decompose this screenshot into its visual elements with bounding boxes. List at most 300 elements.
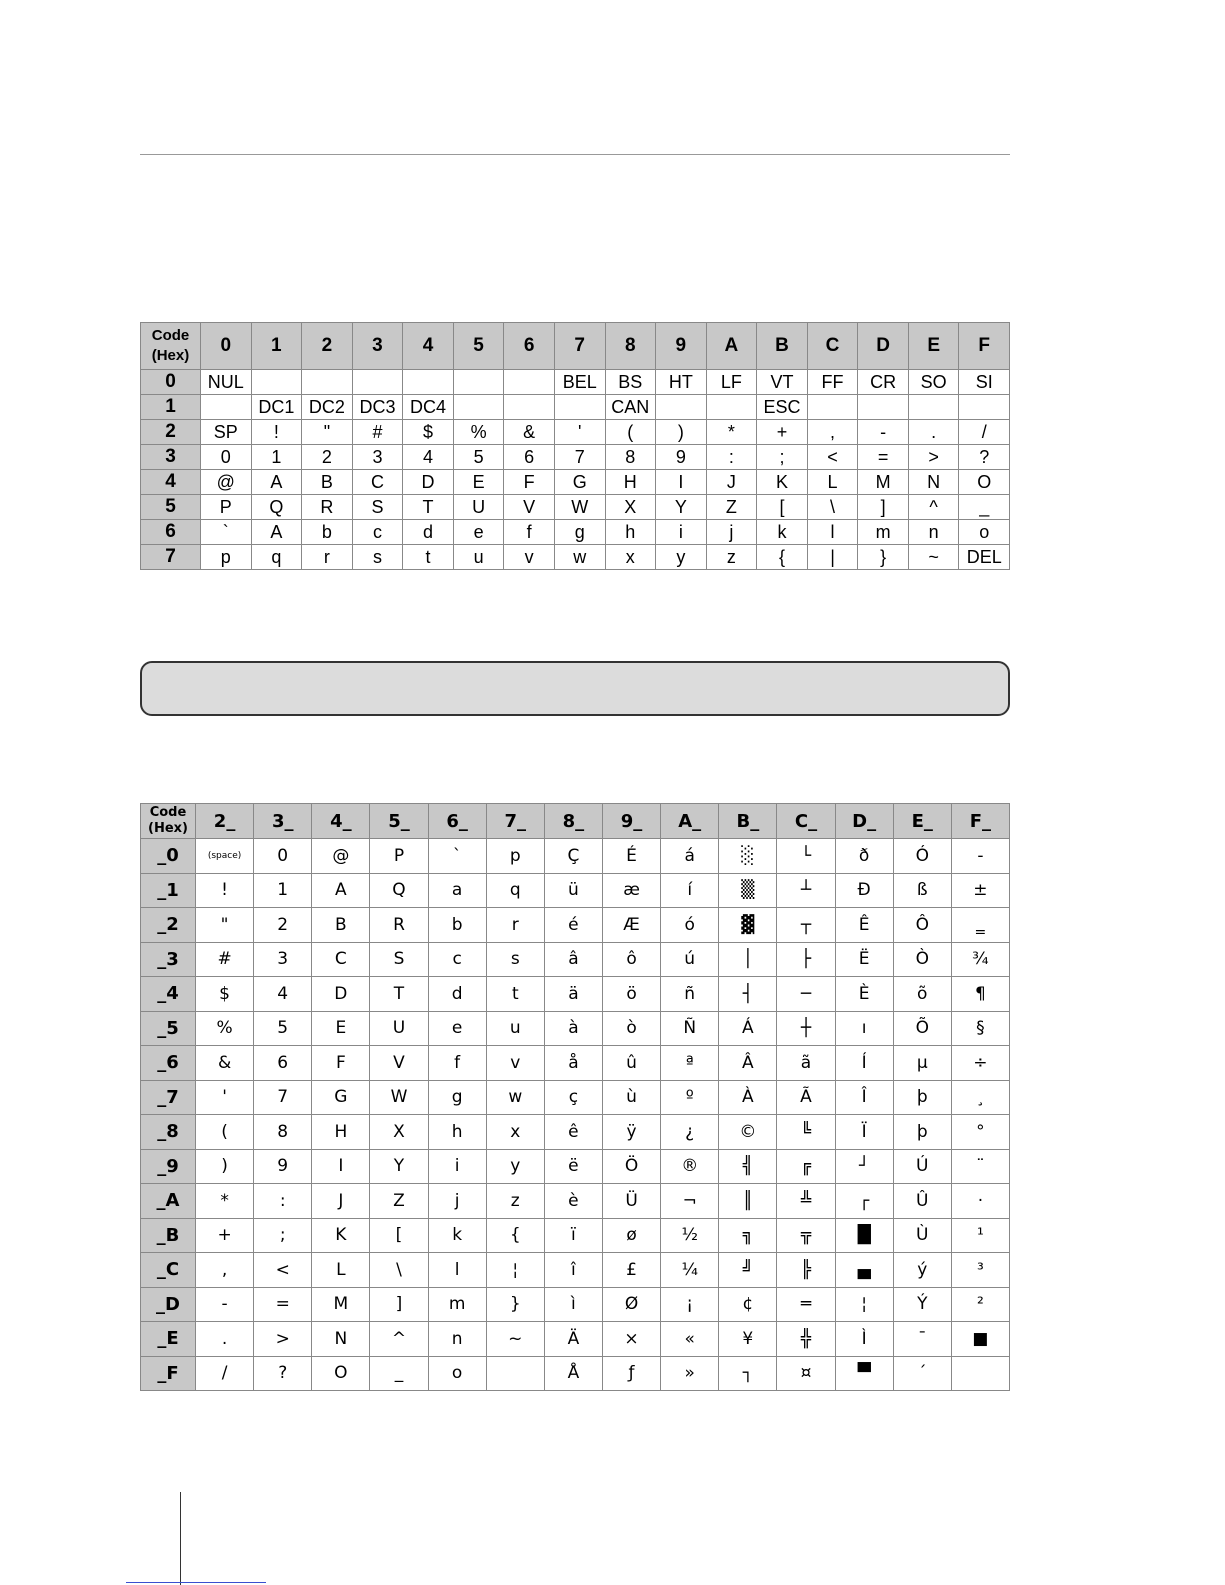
table-cell: d [428, 977, 486, 1012]
table-cell: ¨ [951, 1149, 1009, 1184]
table-cell [504, 370, 555, 395]
table-cell: { [486, 1218, 544, 1253]
table-cell: ¶ [951, 977, 1009, 1012]
table-cell: Ú [893, 1149, 951, 1184]
table-cell: Ë [835, 942, 893, 977]
table-cell: E [453, 470, 504, 495]
table-cell: i [656, 520, 707, 545]
row-header: _F [141, 1356, 196, 1391]
table-cell: ¤ [777, 1356, 835, 1391]
row-header: 0 [141, 370, 201, 395]
table-cell: n [908, 520, 959, 545]
table-cell: 1 [254, 873, 312, 908]
table-cell: A [251, 520, 302, 545]
table-cell [959, 395, 1010, 420]
table-cell: F [312, 1046, 370, 1081]
table-cell [504, 395, 555, 420]
table-cell: Y [370, 1149, 428, 1184]
row-header: _A [141, 1184, 196, 1219]
table-cell: Ö [602, 1149, 660, 1184]
table-cell [302, 370, 353, 395]
table-cell: ╚ [777, 1115, 835, 1150]
table-cell: Í [835, 1046, 893, 1081]
table-cell: õ [893, 977, 951, 1012]
table-cell: / [196, 1356, 254, 1391]
table-cell: ╔ [777, 1149, 835, 1184]
table-cell: I [312, 1149, 370, 1184]
table-cell: D [312, 977, 370, 1012]
table-cell [858, 395, 909, 420]
table-cell: è [544, 1184, 602, 1219]
table-cell: ' [196, 1080, 254, 1115]
table-cell: å [544, 1046, 602, 1081]
table-cell: y [486, 1149, 544, 1184]
table-cell: J [312, 1184, 370, 1219]
table-cell: . [908, 420, 959, 445]
table-cell: = [254, 1287, 312, 1322]
table-cell: L [312, 1253, 370, 1288]
table-cell: ╗ [719, 1218, 777, 1253]
extended-table-body [141, 839, 1010, 1391]
table-cell: > [908, 445, 959, 470]
table-cell: T [403, 495, 454, 520]
column-header: F [959, 323, 1010, 370]
table-cell: ª [661, 1046, 719, 1081]
table-cell: DC4 [403, 395, 454, 420]
column-header: 6 [504, 323, 555, 370]
table-cell: : [254, 1184, 312, 1219]
table-cell: ¿ [661, 1115, 719, 1150]
table-cell: - [951, 839, 1009, 874]
table-cell: , [196, 1253, 254, 1288]
row-header: 4 [141, 470, 201, 495]
table-cell: V [370, 1046, 428, 1081]
table-cell [951, 1356, 1009, 1391]
table-cell: C [352, 470, 403, 495]
row-header: _E [141, 1322, 196, 1357]
table-cell: ` [201, 520, 252, 545]
column-header: 1 [251, 323, 302, 370]
table-cell: ? [959, 445, 1010, 470]
table-cell: ; [254, 1218, 312, 1253]
table-row [141, 420, 1010, 445]
row-header: 3 [141, 445, 201, 470]
code-hex-corner-header: Code (Hex) [141, 323, 201, 370]
table-cell: º [661, 1080, 719, 1115]
table-cell: P [201, 495, 252, 520]
table-cell: ESC [757, 395, 808, 420]
table-cell: § [951, 1011, 1009, 1046]
table-cell: ¬ [661, 1184, 719, 1219]
table-cell: CAN [605, 395, 656, 420]
table-cell: / [959, 420, 1010, 445]
table-row [141, 1218, 1010, 1253]
row-header: _B [141, 1218, 196, 1253]
table-cell: & [504, 420, 555, 445]
table-cell: j [706, 520, 757, 545]
table-cell: s [486, 942, 544, 977]
table-cell: ┘ [835, 1149, 893, 1184]
table-cell: Ó [893, 839, 951, 874]
table-cell: M [312, 1287, 370, 1322]
column-header: D_ [835, 804, 893, 839]
table-cell: ± [951, 873, 1009, 908]
table-cell: ¦ [486, 1253, 544, 1288]
table-cell: 7 [554, 445, 605, 470]
table-cell: ı [835, 1011, 893, 1046]
table-cell: G [554, 470, 605, 495]
row-header: _0 [141, 839, 196, 874]
table-cell: Á [719, 1011, 777, 1046]
table-cell: S [352, 495, 403, 520]
table-cell: ~ [486, 1322, 544, 1357]
table-cell: Ñ [661, 1011, 719, 1046]
table-cell: ð [835, 839, 893, 874]
table-cell: ó [661, 908, 719, 943]
table-cell: c [352, 520, 403, 545]
table-cell: N [908, 470, 959, 495]
column-header: 4 [403, 323, 454, 370]
table-cell: Ø [602, 1287, 660, 1322]
column-header: 7 [554, 323, 605, 370]
table-cell: í [661, 873, 719, 908]
table-cell: DEL [959, 545, 1010, 570]
table-cell: y [656, 545, 707, 570]
table-row [141, 873, 1010, 908]
table-cell: · [951, 1184, 1009, 1219]
table-cell: @ [201, 470, 252, 495]
table-cell: Q [251, 495, 302, 520]
table-cell: Ã [777, 1080, 835, 1115]
column-header: 3 [352, 323, 403, 370]
table-cell: ß [893, 873, 951, 908]
table-cell: Ç [544, 839, 602, 874]
row-header: _8 [141, 1115, 196, 1150]
table-cell: \ [370, 1253, 428, 1288]
table-cell: Y [656, 495, 707, 520]
column-header: E [908, 323, 959, 370]
table-cell: SP [201, 420, 252, 445]
table-row [141, 839, 1010, 874]
table-cell: ú [661, 942, 719, 977]
table-cell: ý [893, 1253, 951, 1288]
table-cell [554, 395, 605, 420]
table-row [141, 1080, 1010, 1115]
table-cell: ═ [777, 1287, 835, 1322]
table-cell: Â [719, 1046, 777, 1081]
footer-vertical-line [180, 1492, 181, 1585]
column-header: 9 [656, 323, 707, 370]
table-cell: s [352, 545, 403, 570]
table-cell: ] [858, 495, 909, 520]
footer-underline [126, 1582, 266, 1583]
table-cell: n [428, 1322, 486, 1357]
table-cell [807, 395, 858, 420]
table-cell: þ [893, 1115, 951, 1150]
table-cell: (space) [196, 839, 254, 874]
table-cell: ╠ [777, 1253, 835, 1288]
table-cell: B [302, 470, 353, 495]
table-cell: # [352, 420, 403, 445]
table-cell: 5 [453, 445, 504, 470]
table-cell: 1 [251, 445, 302, 470]
table-cell: ò [602, 1011, 660, 1046]
table-cell: ^ [908, 495, 959, 520]
table-cell: | [807, 545, 858, 570]
ascii-header-row [141, 323, 1010, 370]
table-cell: m [428, 1287, 486, 1322]
table-cell: M [858, 470, 909, 495]
column-header: 0 [201, 323, 252, 370]
table-cell: CR [858, 370, 909, 395]
table-cell: % [196, 1011, 254, 1046]
table-cell: V [504, 495, 555, 520]
table-cell: ! [251, 420, 302, 445]
table-cell: ² [951, 1287, 1009, 1322]
table-cell: 8 [605, 445, 656, 470]
table-cell: W [370, 1080, 428, 1115]
table-cell: Ì [835, 1322, 893, 1357]
table-cell: Ò [893, 942, 951, 977]
column-header: 7_ [486, 804, 544, 839]
table-cell: LF [706, 370, 757, 395]
table-cell: * [196, 1184, 254, 1219]
table-cell: 0 [254, 839, 312, 874]
table-cell: © [719, 1115, 777, 1150]
table-cell: { [757, 545, 808, 570]
table-cell: [ [757, 495, 808, 520]
table-cell: R [302, 495, 353, 520]
table-cell: u [486, 1011, 544, 1046]
table-cell: U [370, 1011, 428, 1046]
table-cell: o [959, 520, 1010, 545]
table-cell: Õ [893, 1011, 951, 1046]
table-cell: á [661, 839, 719, 874]
table-cell: ▒ [719, 873, 777, 908]
table-cell: > [254, 1322, 312, 1357]
table-cell: 6 [504, 445, 555, 470]
table-cell: Æ [602, 908, 660, 943]
table-cell: } [858, 545, 909, 570]
table-cell: ñ [661, 977, 719, 1012]
table-cell: , [807, 420, 858, 445]
column-header: 8 [605, 323, 656, 370]
table-cell: » [661, 1356, 719, 1391]
table-cell [201, 395, 252, 420]
table-cell: A [251, 470, 302, 495]
column-header: 5_ [370, 804, 428, 839]
column-header: B_ [719, 804, 777, 839]
table-row [141, 977, 1010, 1012]
column-header: A [706, 323, 757, 370]
table-cell: H [312, 1115, 370, 1150]
table-cell: ( [196, 1115, 254, 1150]
table-cell: ■ [951, 1322, 1009, 1357]
table-cell: ╣ [719, 1149, 777, 1184]
table-cell: SI [959, 370, 1010, 395]
table-cell: H [605, 470, 656, 495]
table-cell: ¯ [893, 1322, 951, 1357]
table-cell: r [302, 545, 353, 570]
table-cell: b [428, 908, 486, 943]
table-cell: ç [544, 1080, 602, 1115]
table-cell: û [602, 1046, 660, 1081]
table-cell: ` [428, 839, 486, 874]
table-cell: $ [403, 420, 454, 445]
table-row [141, 395, 1010, 420]
table-row [141, 1149, 1010, 1184]
table-row [141, 495, 1010, 520]
table-cell: ├ [777, 942, 835, 977]
table-cell: ¸ [951, 1080, 1009, 1115]
section-banner [140, 661, 1010, 716]
table-cell: p [201, 545, 252, 570]
table-cell: \ [807, 495, 858, 520]
table-cell: f [428, 1046, 486, 1081]
table-cell: T [370, 977, 428, 1012]
table-cell: ^ [370, 1322, 428, 1357]
table-cell: æ [602, 873, 660, 908]
column-header: 8_ [544, 804, 602, 839]
table-cell: ┼ [777, 1011, 835, 1046]
table-cell: ‗ [951, 908, 1009, 943]
table-cell: ' [554, 420, 605, 445]
table-cell: ╦ [777, 1218, 835, 1253]
table-row [141, 908, 1010, 943]
table-cell: î [544, 1253, 602, 1288]
row-header: _5 [141, 1011, 196, 1046]
table-cell: NUL [201, 370, 252, 395]
table-cell [486, 1356, 544, 1391]
table-cell: Ä [544, 1322, 602, 1357]
table-cell: i [428, 1149, 486, 1184]
table-row [141, 1046, 1010, 1081]
table-cell: X [370, 1115, 428, 1150]
row-header: _1 [141, 873, 196, 908]
table-cell: ¹ [951, 1218, 1009, 1253]
table-cell: £ [602, 1253, 660, 1288]
table-cell: ┴ [777, 873, 835, 908]
table-cell: └ [777, 839, 835, 874]
ascii-table-body [141, 370, 1010, 570]
table-cell: w [486, 1080, 544, 1115]
column-header: B [757, 323, 808, 370]
table-cell: ┌ [835, 1184, 893, 1219]
table-cell: ê [544, 1115, 602, 1150]
table-cell: Q [370, 873, 428, 908]
table-cell: ▀ [835, 1356, 893, 1391]
table-cell: x [605, 545, 656, 570]
table-cell: Ü [602, 1184, 660, 1219]
table-cell: ? [254, 1356, 312, 1391]
table-cell: Å [544, 1356, 602, 1391]
table-cell: v [486, 1046, 544, 1081]
column-header: C_ [777, 804, 835, 839]
table-cell: │ [719, 942, 777, 977]
table-cell: W [554, 495, 605, 520]
table-cell: D [403, 470, 454, 495]
column-header: 3_ [254, 804, 312, 839]
table-cell: ▓ [719, 908, 777, 943]
table-cell: ) [656, 420, 707, 445]
table-cell: 5 [254, 1011, 312, 1046]
table-cell: ! [196, 873, 254, 908]
table-cell [453, 370, 504, 395]
table-cell: k [757, 520, 808, 545]
row-header: 6 [141, 520, 201, 545]
table-cell: þ [893, 1080, 951, 1115]
table-cell: k [428, 1218, 486, 1253]
table-cell: + [196, 1218, 254, 1253]
table-cell: ƒ [602, 1356, 660, 1391]
table-cell: × [602, 1322, 660, 1357]
table-cell: r [486, 908, 544, 943]
table-cell: ║ [719, 1184, 777, 1219]
table-cell: Z [370, 1184, 428, 1219]
table-row [141, 1115, 1010, 1150]
table-cell: z [706, 545, 757, 570]
extended-character-table [140, 803, 1010, 1391]
table-cell: Ô [893, 908, 951, 943]
table-cell: FF [807, 370, 858, 395]
table-row [141, 445, 1010, 470]
table-cell: . [196, 1322, 254, 1357]
table-cell: ; [757, 445, 808, 470]
row-header: _D [141, 1287, 196, 1322]
table-cell: _ [959, 495, 1010, 520]
table-cell: ╬ [777, 1322, 835, 1357]
table-cell [706, 395, 757, 420]
column-header: 2_ [196, 804, 254, 839]
table-cell [352, 370, 403, 395]
column-header: 2 [302, 323, 353, 370]
table-cell: g [554, 520, 605, 545]
table-cell: 9 [656, 445, 707, 470]
table-cell: h [605, 520, 656, 545]
table-cell: u [453, 545, 504, 570]
table-cell: ¡ [661, 1287, 719, 1322]
table-row [141, 370, 1010, 395]
row-header: 5 [141, 495, 201, 520]
table-cell: b [302, 520, 353, 545]
table-cell: Ù [893, 1218, 951, 1253]
table-cell: F [504, 470, 555, 495]
table-cell: A [312, 873, 370, 908]
table-cell: ▄ [835, 1253, 893, 1288]
table-cell: * [706, 420, 757, 445]
table-cell: HT [656, 370, 707, 395]
table-cell: N [312, 1322, 370, 1357]
table-cell: É [602, 839, 660, 874]
table-cell: 3 [254, 942, 312, 977]
table-cell: ) [196, 1149, 254, 1184]
row-header: _9 [141, 1149, 196, 1184]
table-cell: 4 [403, 445, 454, 470]
table-cell: ° [951, 1115, 1009, 1150]
table-cell: ï [544, 1218, 602, 1253]
table-cell: ¼ [661, 1253, 719, 1288]
table-cell: v [504, 545, 555, 570]
table-cell: < [254, 1253, 312, 1288]
table-cell: t [403, 545, 454, 570]
table-cell: l [807, 520, 858, 545]
table-cell: ( [605, 420, 656, 445]
table-cell: ] [370, 1287, 428, 1322]
table-cell: j [428, 1184, 486, 1219]
table-cell: = [858, 445, 909, 470]
table-cell: e [428, 1011, 486, 1046]
table-row [141, 520, 1010, 545]
